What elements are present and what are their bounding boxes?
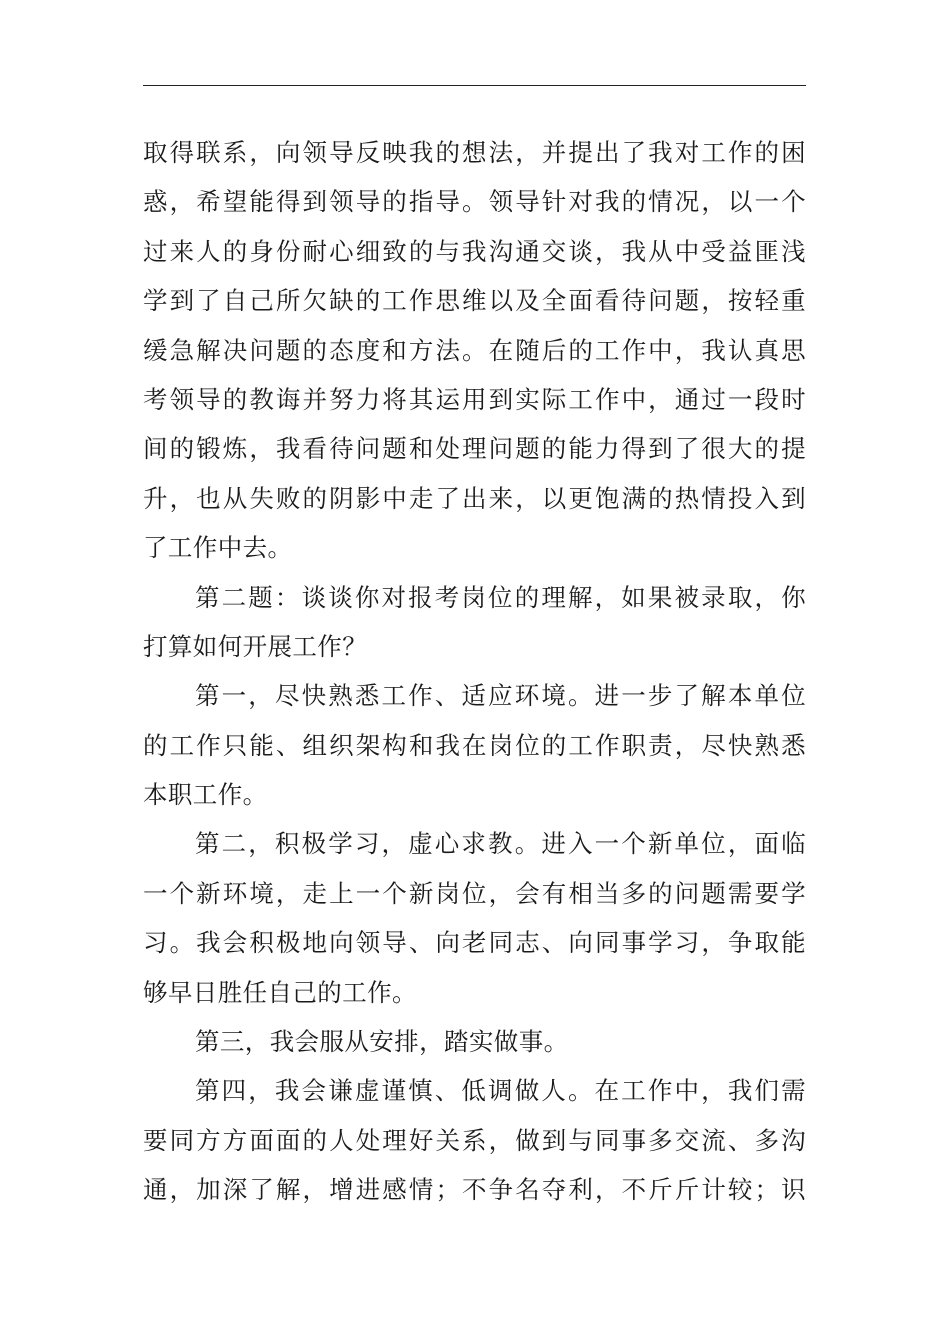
- paragraph-start: 第一，尽快熟悉工作、适应环境。进一步了解本单位: [195, 681, 806, 711]
- paragraph-start: 第二，积极学习，虚心求教。进入一个新单位，面临: [195, 829, 806, 859]
- text-line: 间的锻炼，我看待问题和处理问题的能力得到了很大的提: [143, 434, 806, 464]
- text-line: 缓急解决问题的态度和方法。在随后的工作中，我认真思: [143, 335, 806, 365]
- text-line: 通，加深了解，增进感情；不争名夺利，不斤斤计较；识: [143, 1175, 806, 1205]
- text-line: 本职工作。: [143, 780, 268, 810]
- text-line: 考领导的教诲并努力将其运用到实际工作中，通过一段时: [143, 384, 806, 414]
- text-line: 了工作中去。: [143, 533, 293, 563]
- text-line: 够早日胜任自己的工作。: [143, 977, 417, 1007]
- text-line: 取得联系，向领导反映我的想法，并提出了我对工作的困: [143, 138, 806, 167]
- text-line: 升，也从失败的阴影中走了出来，以更饱满的热情投入到: [143, 483, 806, 513]
- text-line: 惑，希望能得到领导的指导。领导针对我的情况，以一个: [143, 187, 806, 217]
- header-rule: [143, 85, 806, 86]
- text-line: 过来人的身份耐心细致的与我沟通交谈，我从中受益匪浅: [143, 236, 806, 266]
- text-line: 的工作只能、组织架构和我在岗位的工作职责，尽快熟悉: [143, 730, 806, 760]
- text-line: 习。我会积极地向领导、向老同志、向同事学习，争取能: [143, 928, 806, 958]
- document-body: [143, 128, 806, 1215]
- text-line: 要同方方面面的人处理好关系，做到与同事多交流、多沟: [143, 1125, 806, 1155]
- paragraph-start: 第三，我会服从安排，踏实做事。: [195, 1027, 569, 1057]
- text-line: 学到了自己所欠缺的工作思维以及全面看待问题，按轻重: [143, 286, 806, 316]
- text-line: 一个新环境，走上一个新岗位，会有相当多的问题需要学: [143, 878, 806, 908]
- paragraph-start: 第四，我会谦虚谨慎、低调做人。在工作中，我们需: [195, 1076, 806, 1106]
- question-heading: 第二题：谈谈你对报考岗位的理解，如果被录取，你: [195, 582, 806, 612]
- text-line: 打算如何开展工作？: [143, 631, 368, 661]
